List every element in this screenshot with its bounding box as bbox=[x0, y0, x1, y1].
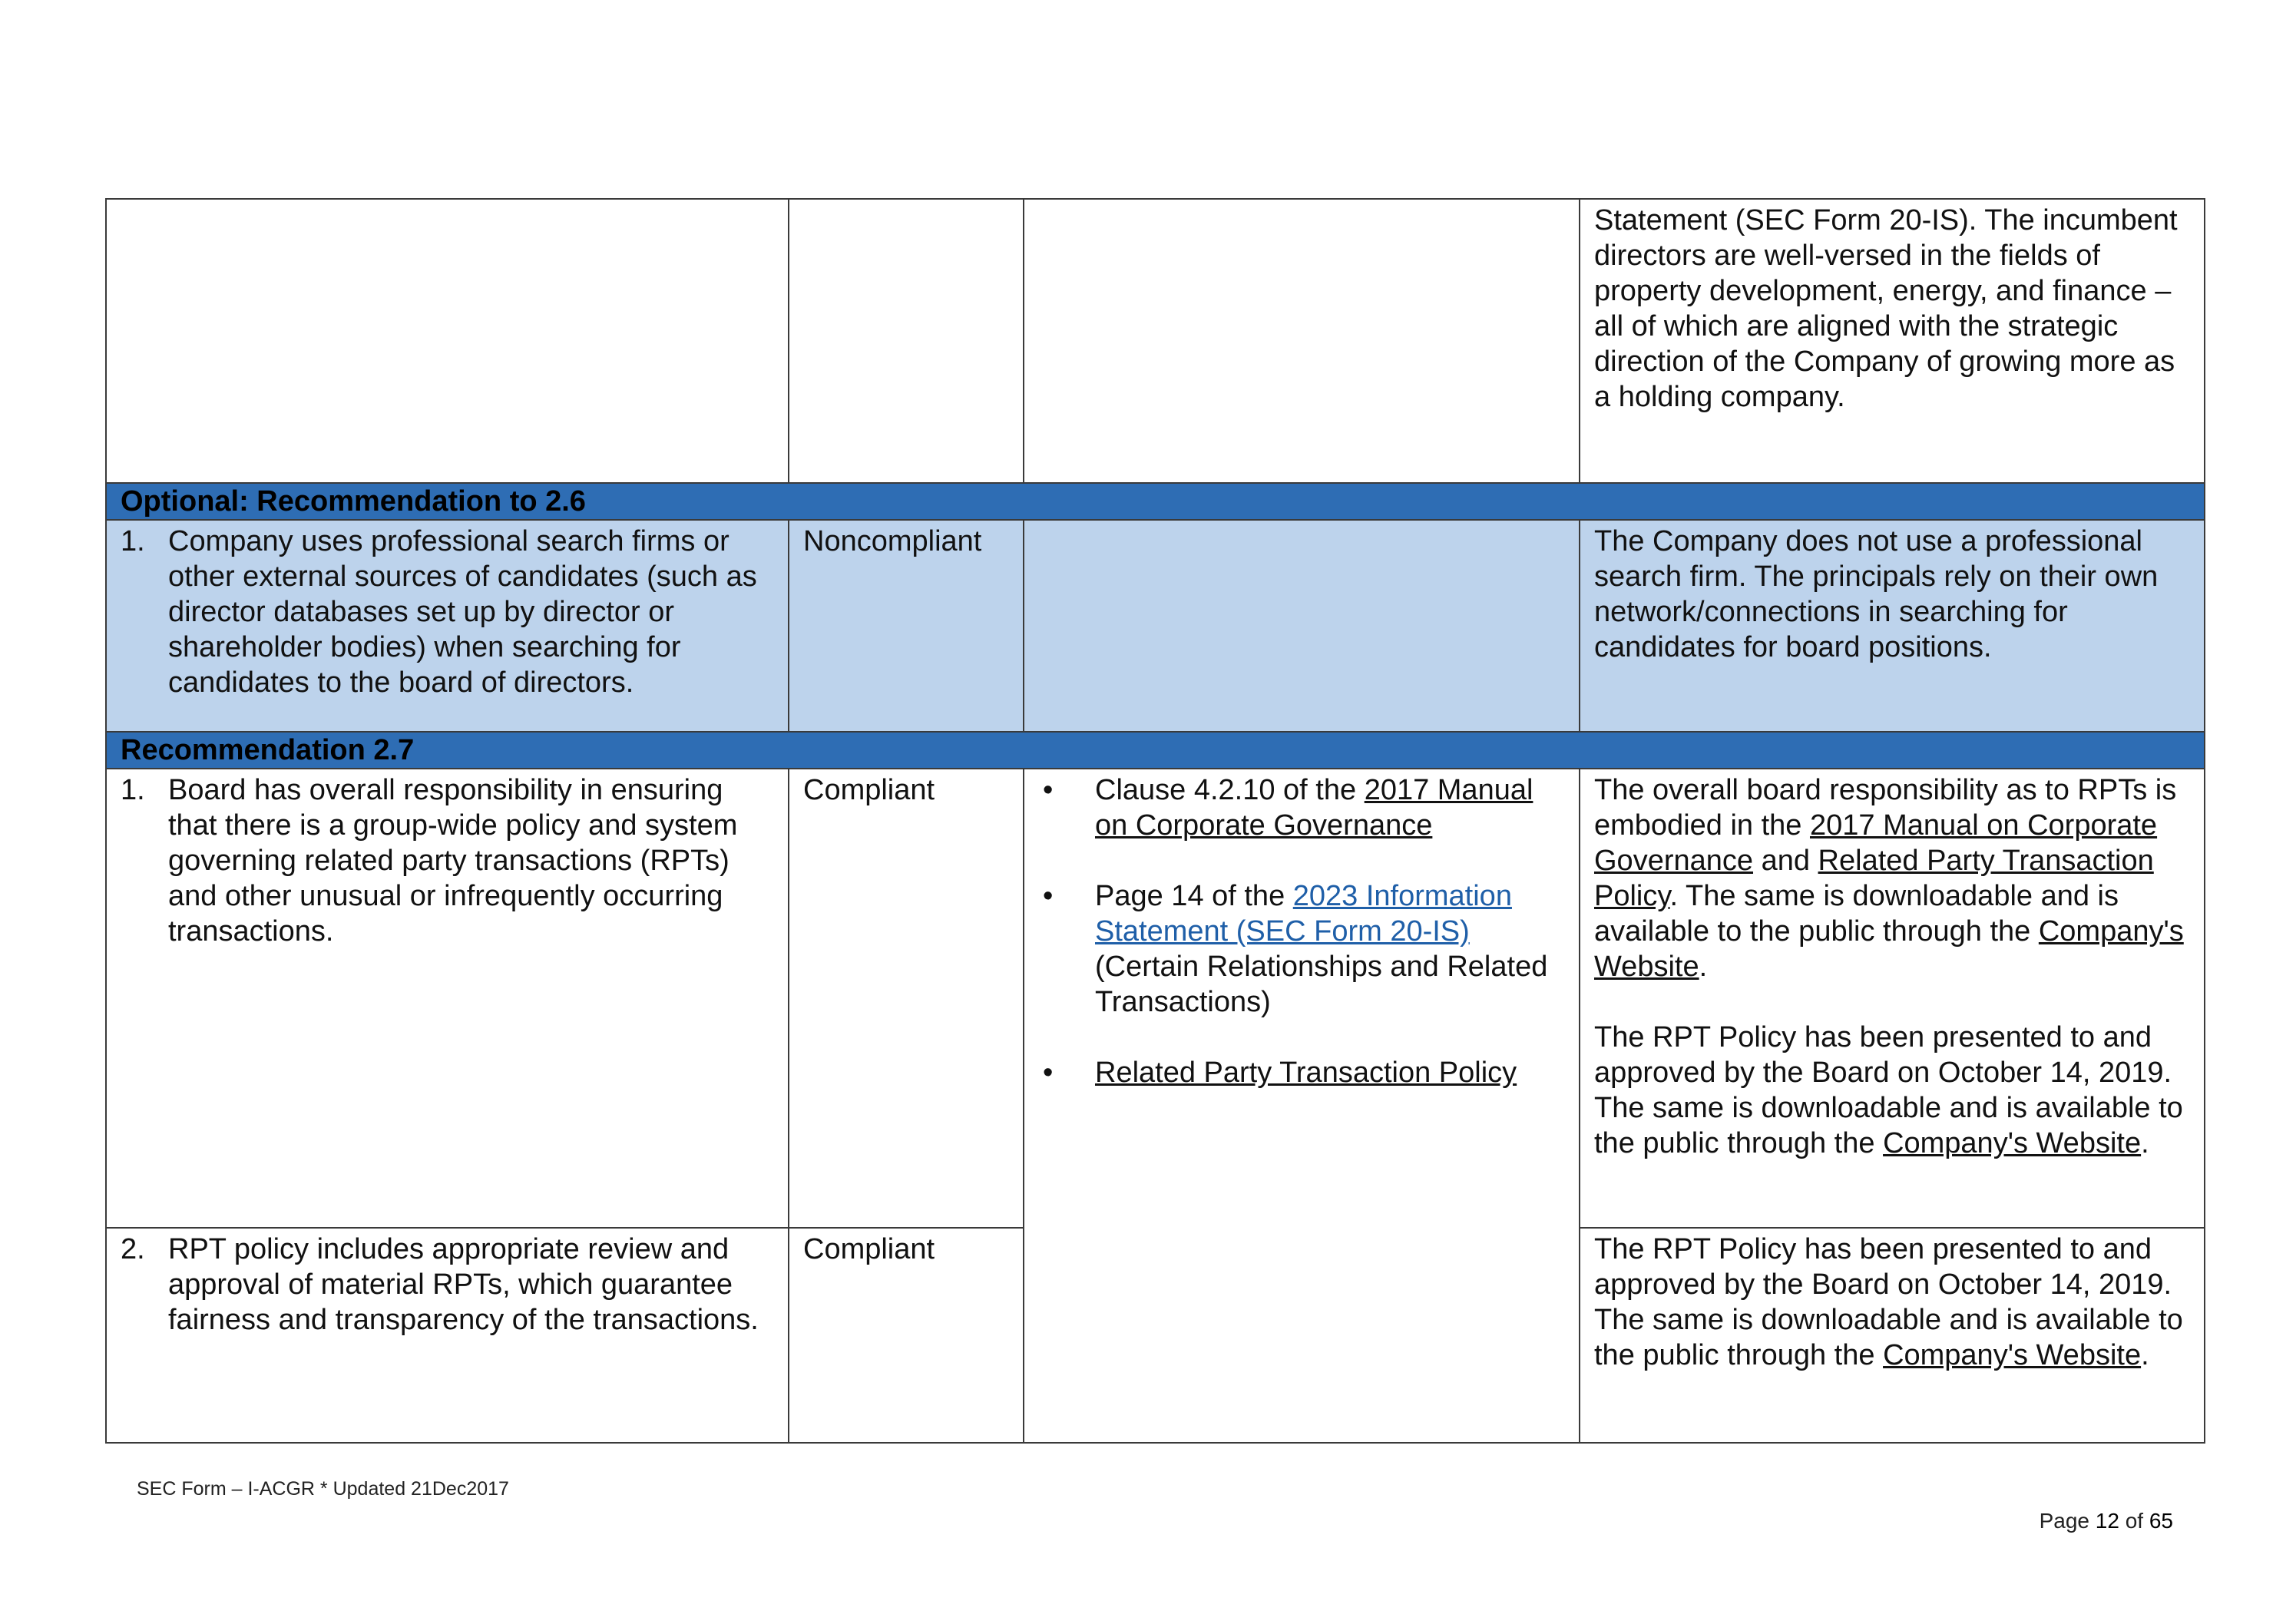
list-item bbox=[121, 1232, 774, 1338]
explanation-text: . bbox=[1699, 951, 1708, 983]
table-row bbox=[106, 769, 2205, 1228]
list-item bbox=[1038, 772, 1565, 843]
compliance-cell bbox=[789, 769, 1024, 1228]
explanation-text: Statement (SEC Form 20-IS). The incumbent directors are well-versed in the fields of property development, energy, and finance – all of which are aligned with the strategic direction of the Company of growing more as a holding company. bbox=[1594, 204, 2178, 413]
list-item bbox=[1038, 1055, 1565, 1090]
explanation-paragraph bbox=[1594, 1020, 2190, 1161]
compliance-status: Compliant bbox=[803, 1233, 935, 1265]
bullet-icon: • bbox=[1043, 880, 1054, 912]
explanation-text: . bbox=[2141, 1127, 2149, 1159]
item-number: 1. bbox=[121, 525, 145, 557]
compliance-status: Noncompliant bbox=[803, 525, 982, 557]
explanation-text: The RPT Policy has been presented to and approved by the Board on October 14, 2019. The same is downloadable and is available to the public through the bbox=[1594, 1233, 2183, 1371]
compliance-cell bbox=[789, 520, 1024, 732]
item-number: 2. bbox=[121, 1233, 145, 1265]
section-title: Optional: Recommendation to 2.6 bbox=[106, 483, 2205, 520]
bullet-icon: • bbox=[1043, 1057, 1054, 1089]
page-total: 65 bbox=[2149, 1509, 2173, 1533]
manual-link[interactable]: 2017 Manual on Corporate Governance bbox=[1594, 809, 2158, 877]
rpt-policy-link[interactable]: Related Party Transaction Policy bbox=[1594, 845, 2154, 912]
governance-table bbox=[105, 198, 2205, 1444]
explanation-text: and bbox=[1753, 845, 1818, 877]
item-text: Board has overall responsibility in ensuring that there is a group-wide policy and system governing related party transactions (RPTs) and other unusual or infrequently occurring transactions. bbox=[168, 774, 738, 948]
table-row bbox=[106, 199, 2205, 483]
company-website-link[interactable]: Company's Website bbox=[1883, 1339, 2142, 1371]
manual-link[interactable]: 2017 Manual on Corporate Governance bbox=[1095, 774, 1533, 842]
bullet-icon: • bbox=[1043, 774, 1054, 806]
page-number bbox=[2040, 1509, 2173, 1533]
page-current: 12 bbox=[2095, 1509, 2119, 1533]
company-website-link[interactable]: Company's Website bbox=[1883, 1127, 2142, 1159]
list-item bbox=[121, 524, 774, 700]
page-word: Page bbox=[2039, 1509, 2089, 1533]
table-row bbox=[106, 520, 2205, 732]
compliance-status: Compliant bbox=[803, 774, 935, 806]
supporting-info-cell bbox=[1024, 520, 1580, 732]
compliance-cell bbox=[789, 199, 1024, 483]
reference-text: Clause 4.2.10 of the bbox=[1095, 774, 1365, 806]
reference-text: Page 14 of the bbox=[1095, 880, 1293, 912]
section-header-row bbox=[106, 732, 2205, 769]
explanation-cell bbox=[1580, 769, 2205, 1228]
explanation-text: . The same is downloadable and is available to the public through the bbox=[1594, 880, 2119, 948]
section-title: Recommendation 2.7 bbox=[106, 732, 2205, 769]
list-item bbox=[1038, 878, 1565, 1020]
item-number: 1. bbox=[121, 774, 145, 806]
compliance-cell bbox=[789, 1228, 1024, 1443]
item-text: RPT policy includes appropriate review and approval of material RPTs, which guarantee fairness and transparency of the transactions. bbox=[168, 1233, 759, 1336]
supporting-info-cell bbox=[1024, 769, 1580, 1443]
recommendation-cell bbox=[106, 1228, 789, 1443]
item-text: Company uses professional search firms or other external sources of candidates (such as director databases set up by director or shareholder bodies) when searching for candidates to the board of directors. bbox=[168, 525, 757, 699]
rpt-policy-link[interactable]: Related Party Transaction Policy bbox=[1095, 1057, 1517, 1089]
company-website-link[interactable]: Company's Website bbox=[1594, 915, 2184, 983]
recommendation-cell bbox=[106, 199, 789, 483]
information-statement-link[interactable]: 2023 Information Statement (SEC Form 20-IS) bbox=[1095, 880, 1512, 948]
explanation-text: . bbox=[2141, 1339, 2149, 1371]
reference-text: (Certain Relationships and Related Transactions) bbox=[1095, 951, 1548, 1018]
page-of: of bbox=[2125, 1509, 2144, 1533]
recommendation-cell bbox=[106, 769, 789, 1228]
section-header-row bbox=[106, 483, 2205, 520]
explanation-text: The Company does not use a professional search firm. The principals rely on their own network/connections in searching for candidates for board positions. bbox=[1594, 525, 2159, 663]
reference-list bbox=[1038, 772, 1565, 1090]
explanation-text: The overall board responsibility as to RPTs is embodied in the bbox=[1594, 774, 2177, 842]
recommendation-cell bbox=[106, 520, 789, 732]
explanation-cell bbox=[1580, 520, 2205, 732]
list-item bbox=[121, 772, 774, 949]
form-label: SEC Form – I-ACGR * Updated 21Dec2017 bbox=[137, 1478, 509, 1500]
explanation-cell bbox=[1580, 1228, 2205, 1443]
supporting-info-cell bbox=[1024, 199, 1580, 483]
explanation-paragraph bbox=[1594, 772, 2190, 984]
explanation-cell bbox=[1580, 199, 2205, 483]
explanation-text: The RPT Policy has been presented to and approved by the Board on October 14, 2019. The same is downloadable and is available to the public through the bbox=[1594, 1021, 2183, 1159]
